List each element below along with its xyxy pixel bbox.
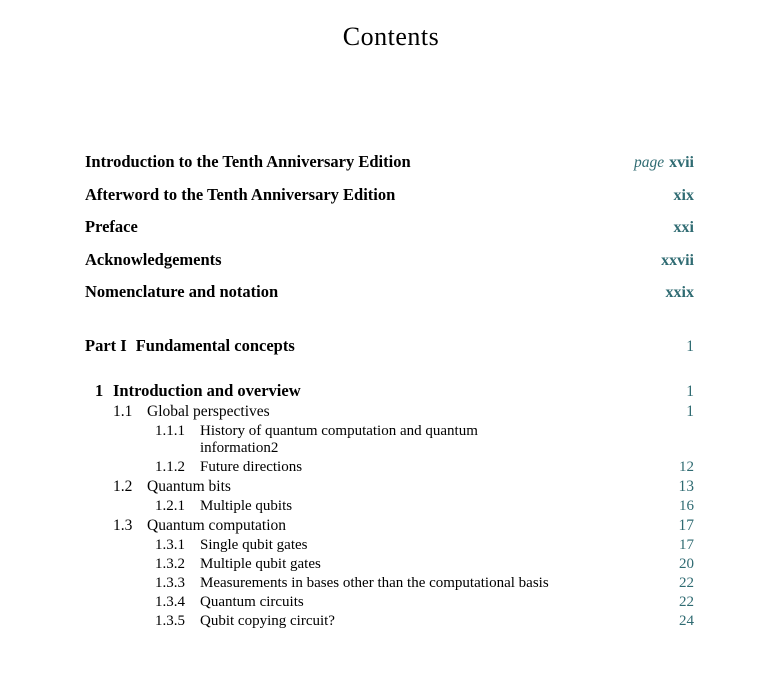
- toc-entry-page: 17: [678, 517, 694, 534]
- section-number: 1.2: [113, 478, 133, 495]
- toc-entry-label: Introduction to the Tenth Anniversary Edition: [85, 152, 411, 171]
- toc-entry-page: 1: [686, 383, 694, 400]
- toc-entry-front-matter[interactable]: [85, 282, 694, 302]
- toc-entry-label: Preface: [85, 217, 138, 236]
- page-title: Contents: [342, 22, 440, 51]
- section-label: Quantum circuits: [200, 594, 304, 610]
- toc-entry-section[interactable]: [85, 517, 694, 535]
- toc-entry-line-1: [155, 423, 694, 440]
- toc-entry-subsection[interactable]: [85, 613, 694, 630]
- toc-entry-page: 2: [270, 440, 279, 456]
- toc-entry-subsection[interactable]: [85, 498, 694, 515]
- section-label: Quantum computation: [147, 517, 287, 534]
- section-number: 1.1.2: [155, 459, 185, 475]
- page-number: xix: [673, 186, 694, 204]
- toc-entry-subsection[interactable]: [85, 459, 694, 476]
- page-word: page: [633, 154, 665, 171]
- toc-entry-page: 1: [686, 403, 694, 420]
- toc-entry-page: 22: [679, 575, 694, 591]
- toc-entry-section[interactable]: [85, 403, 694, 421]
- page-number: xvii: [669, 154, 694, 171]
- part-number: Part I: [85, 336, 127, 355]
- toc-entry-page: 17: [679, 537, 694, 553]
- toc-entry-front-matter[interactable]: [85, 152, 694, 172]
- section-number: 1.3: [113, 517, 133, 534]
- part-label: Fundamental concepts: [135, 336, 295, 355]
- toc-entry-subsection[interactable]: [85, 575, 694, 592]
- toc-page: [0, 22, 782, 673]
- section-number: 1.2.1: [155, 498, 185, 514]
- toc-entry-front-matter[interactable]: [85, 185, 694, 205]
- toc-entry-subsection[interactable]: [85, 594, 694, 611]
- toc-entry-front-matter[interactable]: [85, 217, 694, 237]
- toc-entry-line-2: [155, 440, 694, 457]
- toc-entry-page: 24: [679, 613, 694, 629]
- toc-entry-label: Afterword to the Tenth Anniversary Edition: [85, 184, 396, 204]
- toc-entry-page: 16: [679, 498, 694, 514]
- toc-entry-section[interactable]: [85, 478, 694, 496]
- toc-entry-front-matter[interactable]: [85, 250, 694, 270]
- toc-entry-page: [668, 219, 694, 237]
- toc-entry-page: 1: [686, 338, 694, 355]
- section-label: History of quantum computation and quantum: [200, 423, 478, 439]
- section-number: 1.1.1: [155, 423, 185, 439]
- toc-entry-page: 13: [678, 478, 694, 495]
- section-label: Single qubit gates: [200, 537, 308, 553]
- section-number: 1.3.1: [155, 537, 185, 553]
- toc-entry-label: Nomenclature and notation: [85, 282, 279, 301]
- page-number: xxvii: [661, 251, 694, 269]
- section-label-continued: information: [200, 440, 271, 456]
- toc-entry-page: [661, 252, 694, 270]
- section-number: 1.1: [113, 403, 133, 420]
- section-number: 1.3.4: [155, 594, 185, 610]
- section-label: Future directions: [200, 459, 303, 475]
- section-label: Measurements in bases other than the computational basis: [200, 575, 549, 591]
- section-label: Multiple qubits: [200, 498, 293, 514]
- toc-entry-page: 20: [679, 556, 694, 572]
- toc-entry-chapter[interactable]: [85, 381, 694, 401]
- chapter-label: Introduction and overview: [113, 381, 301, 400]
- section-label: Qubit copying circuit?: [200, 613, 335, 629]
- page-number: xxix: [665, 284, 694, 301]
- toc-entry-part[interactable]: [85, 336, 694, 356]
- section-label: Multiple qubit gates: [200, 556, 321, 572]
- toc-entry-page: 12: [679, 459, 694, 475]
- toc-entry-page: [634, 154, 694, 172]
- chapter-number: 1: [95, 381, 104, 400]
- table-of-contents: [0, 152, 782, 630]
- toc-entry-page: [668, 187, 694, 205]
- section-number: 1.3.2: [155, 556, 185, 572]
- section-label: Global perspectives: [147, 403, 270, 420]
- section-label: Quantum bits: [147, 478, 231, 495]
- toc-entry-subsection[interactable]: [85, 423, 694, 457]
- toc-entry-page: [666, 284, 694, 302]
- toc-entry-page: 22: [679, 594, 694, 610]
- toc-entry-subsection[interactable]: [85, 537, 694, 554]
- toc-entry-label: Acknowledgements: [85, 249, 222, 269]
- section-number: 1.3.3: [155, 575, 185, 591]
- page-number: xxi: [673, 219, 694, 236]
- section-number: 1.3.5: [155, 613, 185, 629]
- toc-entry-subsection[interactable]: [85, 556, 694, 573]
